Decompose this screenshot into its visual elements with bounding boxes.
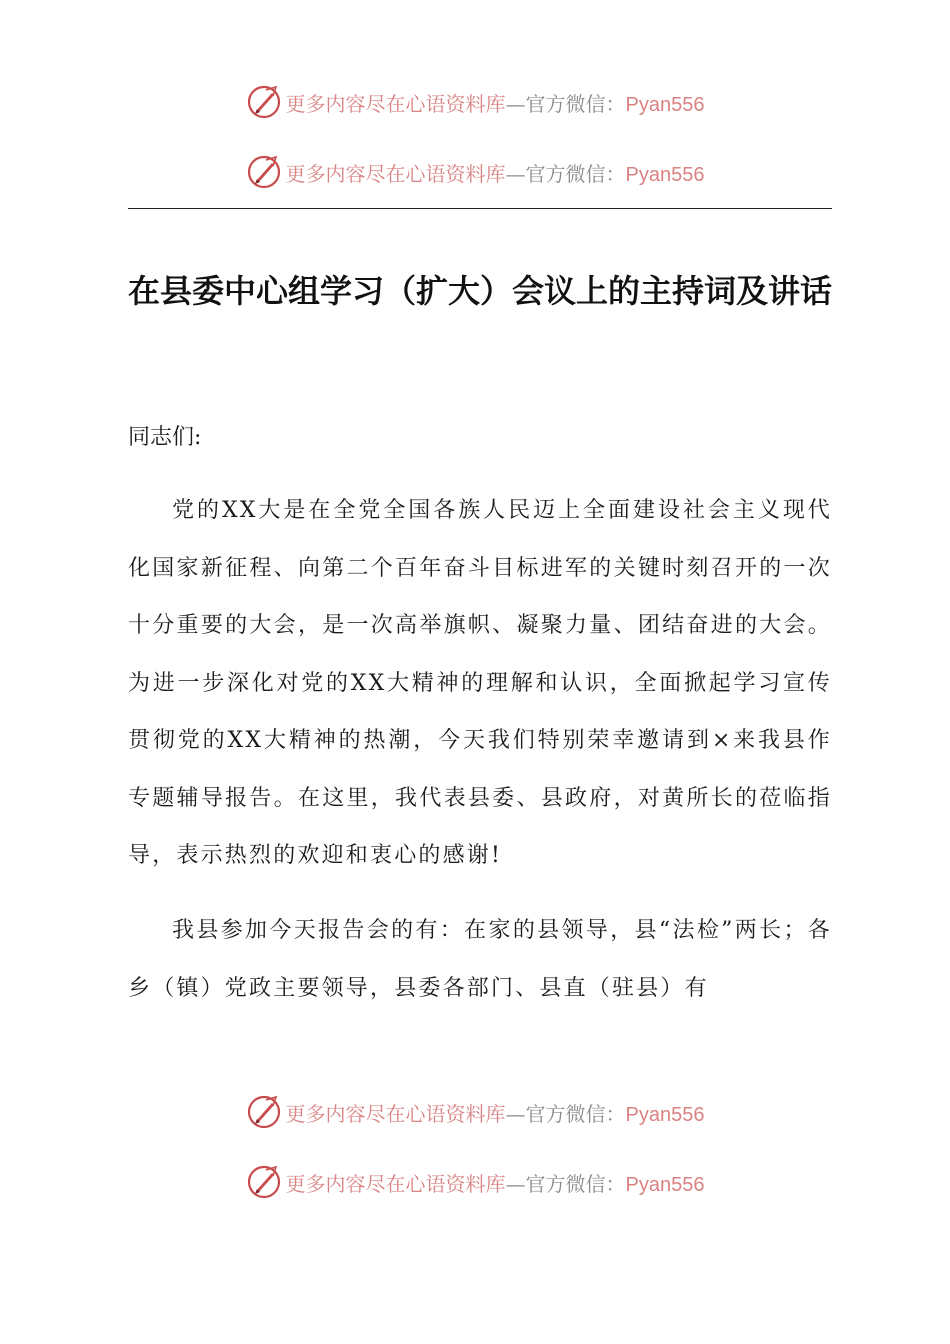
separator: —: [505, 1101, 526, 1126]
header-divider: [128, 208, 832, 209]
footer-watermark-1: [0, 1090, 950, 1134]
brand-text: 更多内容尽在心语资料库: [285, 1171, 506, 1196]
brand-text: 更多内容尽在心语资料库: [285, 1101, 506, 1126]
quill-pen-logo-icon: [246, 1164, 282, 1200]
quill-pen-logo-icon: [246, 84, 282, 120]
brand-text: 更多内容尽在心语资料库: [285, 91, 506, 116]
watermark-text: [286, 88, 705, 117]
wechat-label: 官方微信：: [525, 91, 626, 116]
wechat-id: Pyan556: [625, 1173, 705, 1196]
document-title: 在县委中心组学习（扩大）会议上的主持词及讲话: [128, 272, 833, 310]
separator: —: [505, 161, 526, 186]
header-watermark-2: [0, 150, 950, 194]
watermark-text: [286, 1168, 705, 1197]
watermark-text: [286, 1098, 705, 1127]
watermark-text: [286, 158, 705, 187]
footer-watermark-2: [0, 1160, 950, 1204]
wechat-label: 官方微信：: [525, 161, 626, 186]
quill-pen-logo-icon: [246, 154, 282, 190]
brand-text: 更多内容尽在心语资料库: [285, 161, 506, 186]
wechat-id: Pyan556: [625, 93, 705, 116]
body-paragraph: 党的XX大是在全党全国各族人民迈上全面建设社会主义现代化国家新征程、向第二个百年奋斗目标进军的关键时刻召开的一次十分重要的大会，是一次高举旗帜、凝聚力量、团结奋进的大会。为进一步深化对党的XX大精神的理解和认识，全面掀起学习宣传贯彻党的XX大精神的热潮，今天我们特别荣幸邀请到×来我县作专题辅导报告。在这里，我代表县委、县政府，对黄所长的莅临指导，表示热烈的欢迎和衷心的感谢!: [128, 498, 832, 868]
body-paragraph: 我县参加今天报告会的有：在家的县领导，县“法检”两长；各乡（镇）党政主要领导，县委各部门、县直（驻县）有: [128, 918, 832, 1001]
quill-pen-logo-icon: [246, 1094, 282, 1130]
wechat-id: Pyan556: [625, 1103, 705, 1126]
separator: —: [505, 91, 526, 116]
header-watermark-1: [0, 80, 950, 124]
wechat-label: 官方微信：: [525, 1101, 626, 1126]
wechat-id: Pyan556: [625, 163, 705, 186]
salutation: 同志们:: [128, 425, 202, 450]
wechat-label: 官方微信：: [525, 1171, 626, 1196]
separator: —: [505, 1171, 526, 1196]
